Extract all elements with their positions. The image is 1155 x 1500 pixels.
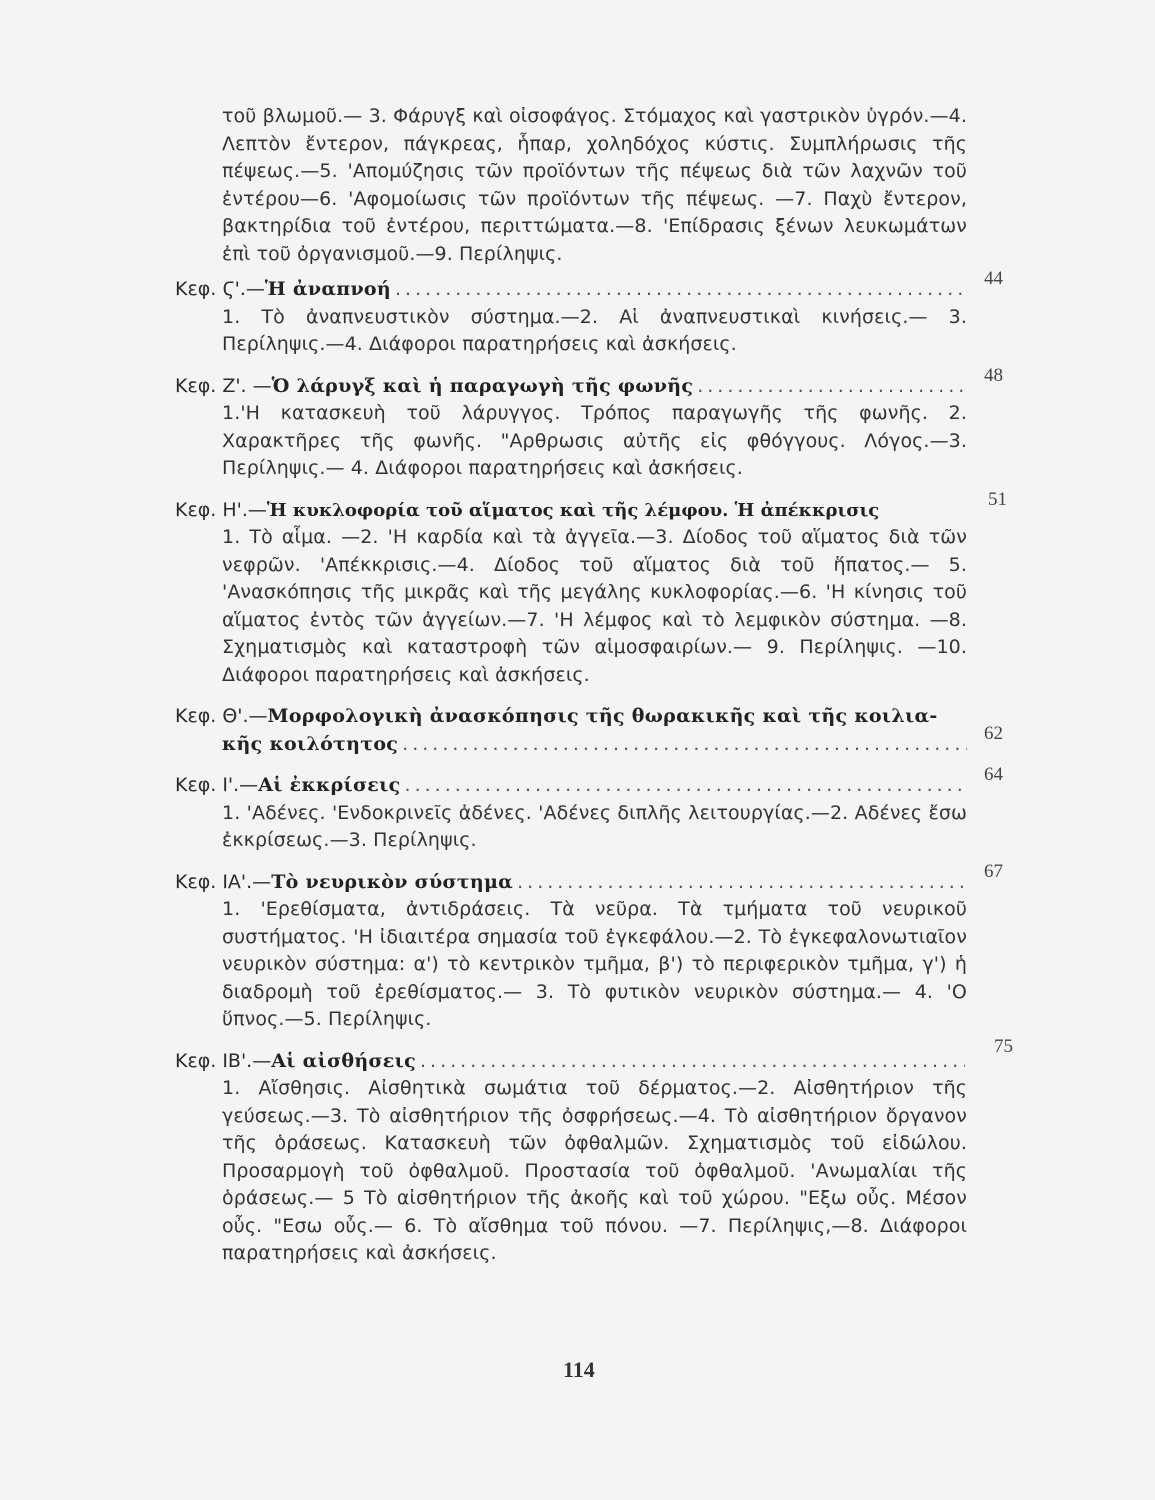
chapter-summary: 1. Τὸ αἷμα. —2. 'Η καρδία καὶ τὰ ἀγγεῖα.—3. Δίοδος τοῦ αἵματος διὰ τῶν νεφρῶν. 'Απέκκρισις.—4. Δίοδος τοῦ αἵματος διὰ τοῦ ἥπατος.— 5. 'Ανασκόπησις τῆς μικρᾶς καὶ τῆς μεγάλης κυκλοφορίας.—6. 'Η κίνησις τοῦ αἵματος ἐντὸς τῶν ἀγγείων.—7. 'Η λέμφος καὶ τὸ λεμφικὸν σύστημα. —8. Σχηματισμὸς καὶ καταστροφὴ τῶν αἱμοσφαιρίων.— 9. Περίληψις. —10. Διάφοροι παρατηρήσεις καὶ ἀσκήσεις. [222,526,967,686]
chapter-title-continuation: κῆς κοιλότητος [222,732,399,755]
dot-leader [395,276,965,304]
chapter-heading [175,772,965,800]
chapter-summary: 1.'Η κατασκευὴ τοῦ λάρυγγος. Τρόπος παραγωγῆς τῆς φωνῆς. 2. Χαρακτῆρες τῆς φωνῆς. "Αρθρωσις αὐτῆς εἰς φθόγγους. Λόγος.—3. Περίληψις.— 4. Διάφοροι παρατηρήσεις καὶ ἀσκήσεις. [222,402,967,479]
chapter-heading [175,497,965,525]
chapter-summary: 1. Αἴσθησις. Αἰσθητικὰ σωμάτια τοῦ δέρματος.—2. Αἰσθητήριον τῆς γεύσεως.—3. Τὸ αἰσθητήριον τῆς ὀσφρήσεως.—4. Τὸ αἰσθητήριον ὄργανον τῆς ὁράσεως. Κατασκευὴ τῶν ὀφθαλμῶν. Σχηματισμὸς τοῦ εἰδώλου. Προσαρμογὴ τοῦ ὀφθαλμοῦ. Προστασία τοῦ ὀφθαλμοῦ. 'Ανωμαλίαι τῆς ὁράσεως.— 5 Τὸ αἰσθητήριον τῆς ἀκοῆς καὶ τοῦ χώρου. "Εξω οὖς. Μέσον οὖς. "Εσω οὖς.— 6. Τὸ αἴσθημα τοῦ πόνου. —7. Περίληψις,—8. Διάφοροι παρατηρήσεις καὶ ἀσκήσεις. [222,1077,967,1264]
chapter-heading [175,276,965,304]
chapter-entry [175,703,1003,758]
chapter-entry [175,268,1003,359]
intro-paragraph: τοῦ βλωμοῦ.— 3. Φάρυγξ καὶ οἰσοφάγος. Στόμαχος καὶ γαστρικὸν ὑγρόν.—4. Λεπτὸν ἔντερον, πάγκρεας, ἧπαρ, χοληδόχος κύστις. Συμπλήρωσις τῆς πέψεως.—5. 'Απομύζησις τῶν προϊόντων τῆς πέψεως διὰ τῶν λαχνῶν τοῦ ἐντέρου—6. 'Αφομοίωσις τῶν προϊόντων τῆς πέψεως. —7. Παχὺ ἔντερον, βακτηρίδια τοῦ ἐντέρου, περιττώματα.—8. 'Επίδρασις ξένων λευκωμάτων ἐπὶ τοῦ ὀργανισμοῦ.—9. Περίληψις. [222,105,967,265]
dot-leader [697,373,965,401]
dot-leader [517,869,965,897]
chapter-prefix: Κεφ. [175,374,217,397]
chapter-summary: 1. 'Ερεθίσματα, ἀντιδράσεις. Τὰ νεῦρα. Τὰ τμήματα τοῦ νευρικοῦ συστήματος. 'Η ἰδιαιτέρα σημασία τοῦ ἐγκεφάλου.—2. Τὸ ἐγκεφαλονωτιαῖον νευρικὸν σύστημα: α') τὸ κεντρικὸν τμῆμα, β') τὸ περιφερικὸν τμῆμα, γ') ἡ διαδρομὴ τοῦ ἐρεθίσματος.— 3. Τὸ φυτικὸν νευρικὸν σύστημα.— 4. 'Ο ὕπνος.—5. Περίληψις. [222,898,967,1030]
chapter-number: Θ'.— [222,705,268,727]
chapter-number: Η'.— [222,498,267,521]
chapter-title: Ὁ λάρυγξ καὶ ἡ παραγωγὴ τῆς φωνῆς [271,374,694,397]
dot-leader [402,731,967,759]
chapter-prefix: Κεφ. [175,705,217,727]
chapter-entry [175,860,1003,1034]
chapter-heading [175,373,965,401]
chapter-heading [175,869,965,897]
chapter-summary: 1. 'Αδένες. 'Ενδοκρινεῖς ἀδένες. 'Αδένες διπλῆς λειτουργίας.—2. Αδένες ἔσω ἐκκρίσεως.—3. Περίληψις. [222,801,967,851]
chapter-number: Ι'.— [222,774,259,796]
chapter-title: Αἱ αἰσθήσεις [271,1049,417,1072]
chapter-prefix: Κεφ. [175,1049,217,1072]
chapter-number: Ϛ'.— [222,278,265,300]
chapter-page-number: 48 [984,364,1003,386]
chapter-title: Μορφολογικὴ ἀνασκόπησις τῆς θωρακικῆς καὶ τῆς κοιλια- [267,705,938,727]
table-of-contents [175,103,1013,1268]
chapter-entry [175,364,1003,483]
chapter-heading [175,1048,965,1076]
chapter-page-number: 75 [994,1035,1013,1057]
chapter-page-number: 67 [984,860,1003,882]
chapter-number: Ζ'. — [222,374,272,397]
dot-leader [405,772,965,800]
chapter-prefix: Κεφ. [175,498,217,521]
chapter-page-number: 62 [984,723,1003,744]
chapter-entry [175,764,1003,855]
dot-leader [420,1048,965,1076]
chapter-heading [175,703,965,731]
chapter-number: ΙΑ'.— [222,870,272,893]
chapter-page-number: 51 [988,488,1007,510]
chapter-title: Ἡ κυκλοφορία τοῦ αἵματος καὶ τῆς λέμφου. Ἡ ἀπέκκρισις [266,499,880,521]
chapter-prefix: Κεφ. [175,870,217,893]
chapter-prefix: Κεφ. [175,278,217,300]
chapter-prefix: Κεφ. [175,774,217,796]
chapter-entry [175,1035,1013,1268]
chapter-title: Αἱ ἐκκρίσεις [258,774,401,796]
page-number: 114 [563,1357,595,1382]
chapter-title: Τὸ νευρικὸν σύστημα [271,870,514,893]
chapter-page-number: 64 [984,764,1003,785]
chapter-title: Ἡ ἀναπνοή [264,278,392,300]
chapter-entry [175,488,1007,690]
chapter-number: ΙΒ'.— [222,1049,272,1072]
chapter-page-number: 44 [984,268,1003,289]
chapter-summary: 1. Τὸ ἀναπνευστικὸν σύστημα.—2. Αἱ ἀναπνευστικαὶ κινήσεις.— 3. Περίληψις.—4. Διάφοροι παρατηρήσεις καὶ ἀσκήσεις. [222,305,967,355]
chapter-title-continuation-line [222,731,967,759]
